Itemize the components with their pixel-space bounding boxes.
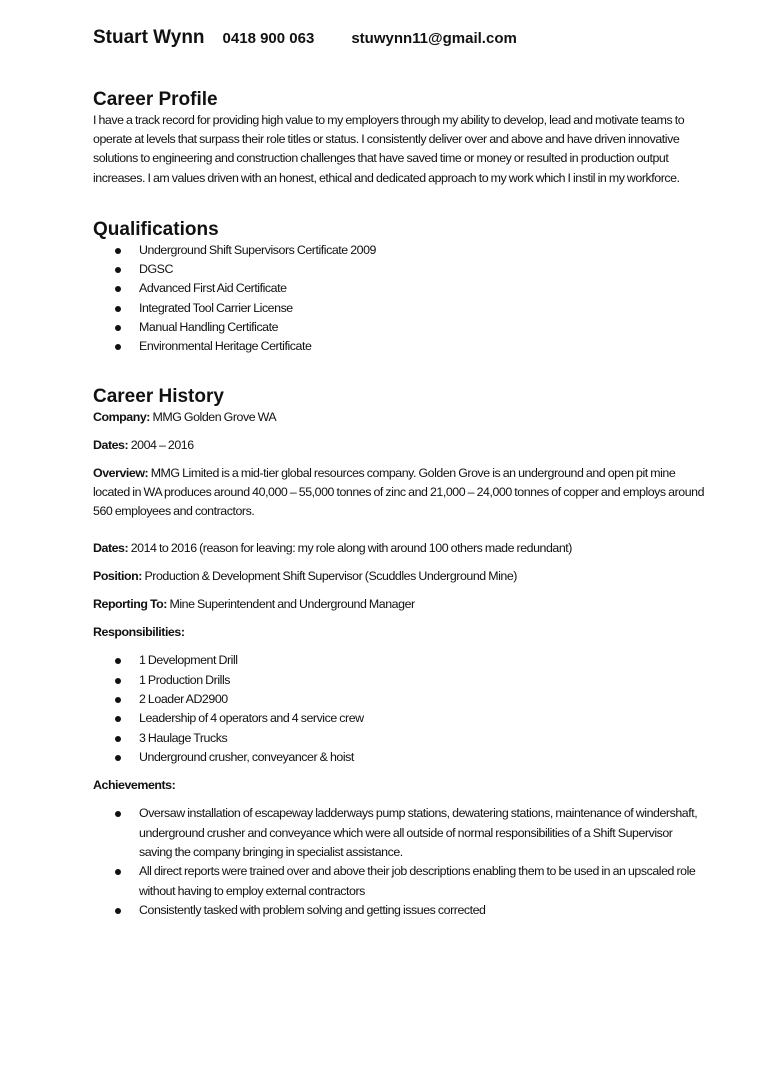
list-item: Environmental Heritage Certificate: [93, 337, 708, 356]
position-line: Position: Production & Development Shift Supervisor (Scuddles Underground Mine): [93, 568, 517, 583]
bullet-icon: [115, 344, 121, 350]
list-item: All direct reports were trained over and above their job descriptions enabling them to be used in an upscaled role without having to employ external contractors: [93, 862, 708, 901]
qualifications-list: [93, 241, 708, 357]
email-address: stuwynn11@gmail.com: [351, 30, 517, 47]
list-item: Underground Shift Supervisors Certificate 2009: [93, 241, 708, 260]
list-item: Consistently tasked with problem solving and getting issues corrected: [93, 901, 708, 920]
bullet-icon: [115, 908, 121, 914]
list-item: Oversaw installation of escapeway ladderways pump stations, dewatering stations, maintenance of windershaft, underground crusher and conveyance which were all outside of normal responsibilities of a Shift Supervisor saving the company bringing in specialist assistance.: [93, 804, 708, 862]
achievements-label: Achievements:: [93, 778, 176, 793]
reporting-line: Reporting To: Mine Superintendent and Underground Manager: [93, 597, 415, 612]
career-profile-heading: Career Profile: [93, 89, 218, 110]
qualifications-section: [93, 219, 708, 357]
qualifications-heading: Qualifications: [93, 218, 219, 240]
phone-number: 0418 900 063: [222, 30, 315, 47]
career-history-heading: Career History: [93, 385, 224, 407]
bullet-icon: [115, 811, 121, 817]
bullet-icon: [115, 306, 121, 312]
responsibilities-list: [93, 651, 708, 767]
bullet-icon: [115, 869, 121, 875]
bullet-icon: [115, 267, 121, 273]
contact-header: [93, 27, 708, 49]
list-item: Advanced First Aid Certificate: [93, 279, 708, 298]
list-item: 1 Production Drills: [93, 671, 708, 690]
list-item: Leadership of 4 operators and 4 service crew: [93, 709, 708, 728]
career-profile-section: [93, 89, 708, 188]
bullet-icon: [115, 697, 121, 703]
career-history-section: [93, 386, 708, 921]
bullet-icon: [115, 658, 121, 664]
bullet-icon: [115, 755, 121, 761]
dates-line: Dates: 2004 – 2016: [93, 437, 194, 452]
candidate-name: Stuart Wynn: [93, 27, 205, 48]
career-profile-text: I have a track record for providing high value to my employers through my ability to develop, lead and motivate teams to operate at levels that surpass their role titles or status. I consistently deliver over and above and have driven innovative solutions to engineering and construction challenges that have saved time or money or resulted in production output increases. I am values driven with an honest, ethical and dedicated approach to my work which I instil in my workforce.: [93, 113, 685, 185]
bullet-icon: [115, 678, 121, 684]
list-item: Underground crusher, conveyancer & hoist: [93, 748, 708, 767]
list-item: Manual Handling Certificate: [93, 318, 708, 337]
bullet-icon: [115, 248, 121, 254]
company-line: Company: MMG Golden Grove WA: [93, 409, 277, 424]
achievements-list: [93, 804, 708, 920]
role-dates-line: Dates: 2014 to 2016 (reason for leaving: my role along with around 100 others made redundant): [93, 540, 572, 555]
bullet-icon: [115, 325, 121, 331]
list-item: DGSC: [93, 260, 708, 279]
bullet-icon: [115, 286, 121, 292]
list-item: 2 Loader AD2900: [93, 690, 708, 709]
list-item: 3 Haulage Trucks: [93, 729, 708, 748]
list-item: 1 Development Drill: [93, 651, 708, 670]
list-item: Integrated Tool Carrier License: [93, 299, 708, 318]
responsibilities-label: Responsibilities:: [93, 625, 185, 640]
bullet-icon: [115, 716, 121, 722]
overview-paragraph: Overview: MMG Limited is a mid-tier global resources company. Golden Grove is an underground and open pit mine located in WA produces around 40,000 – 55,000 tonnes of zinc and 21,000 – 24,000 tonnes of copper and employs around 560 employees and contractors.: [93, 466, 705, 519]
bullet-icon: [115, 736, 121, 742]
